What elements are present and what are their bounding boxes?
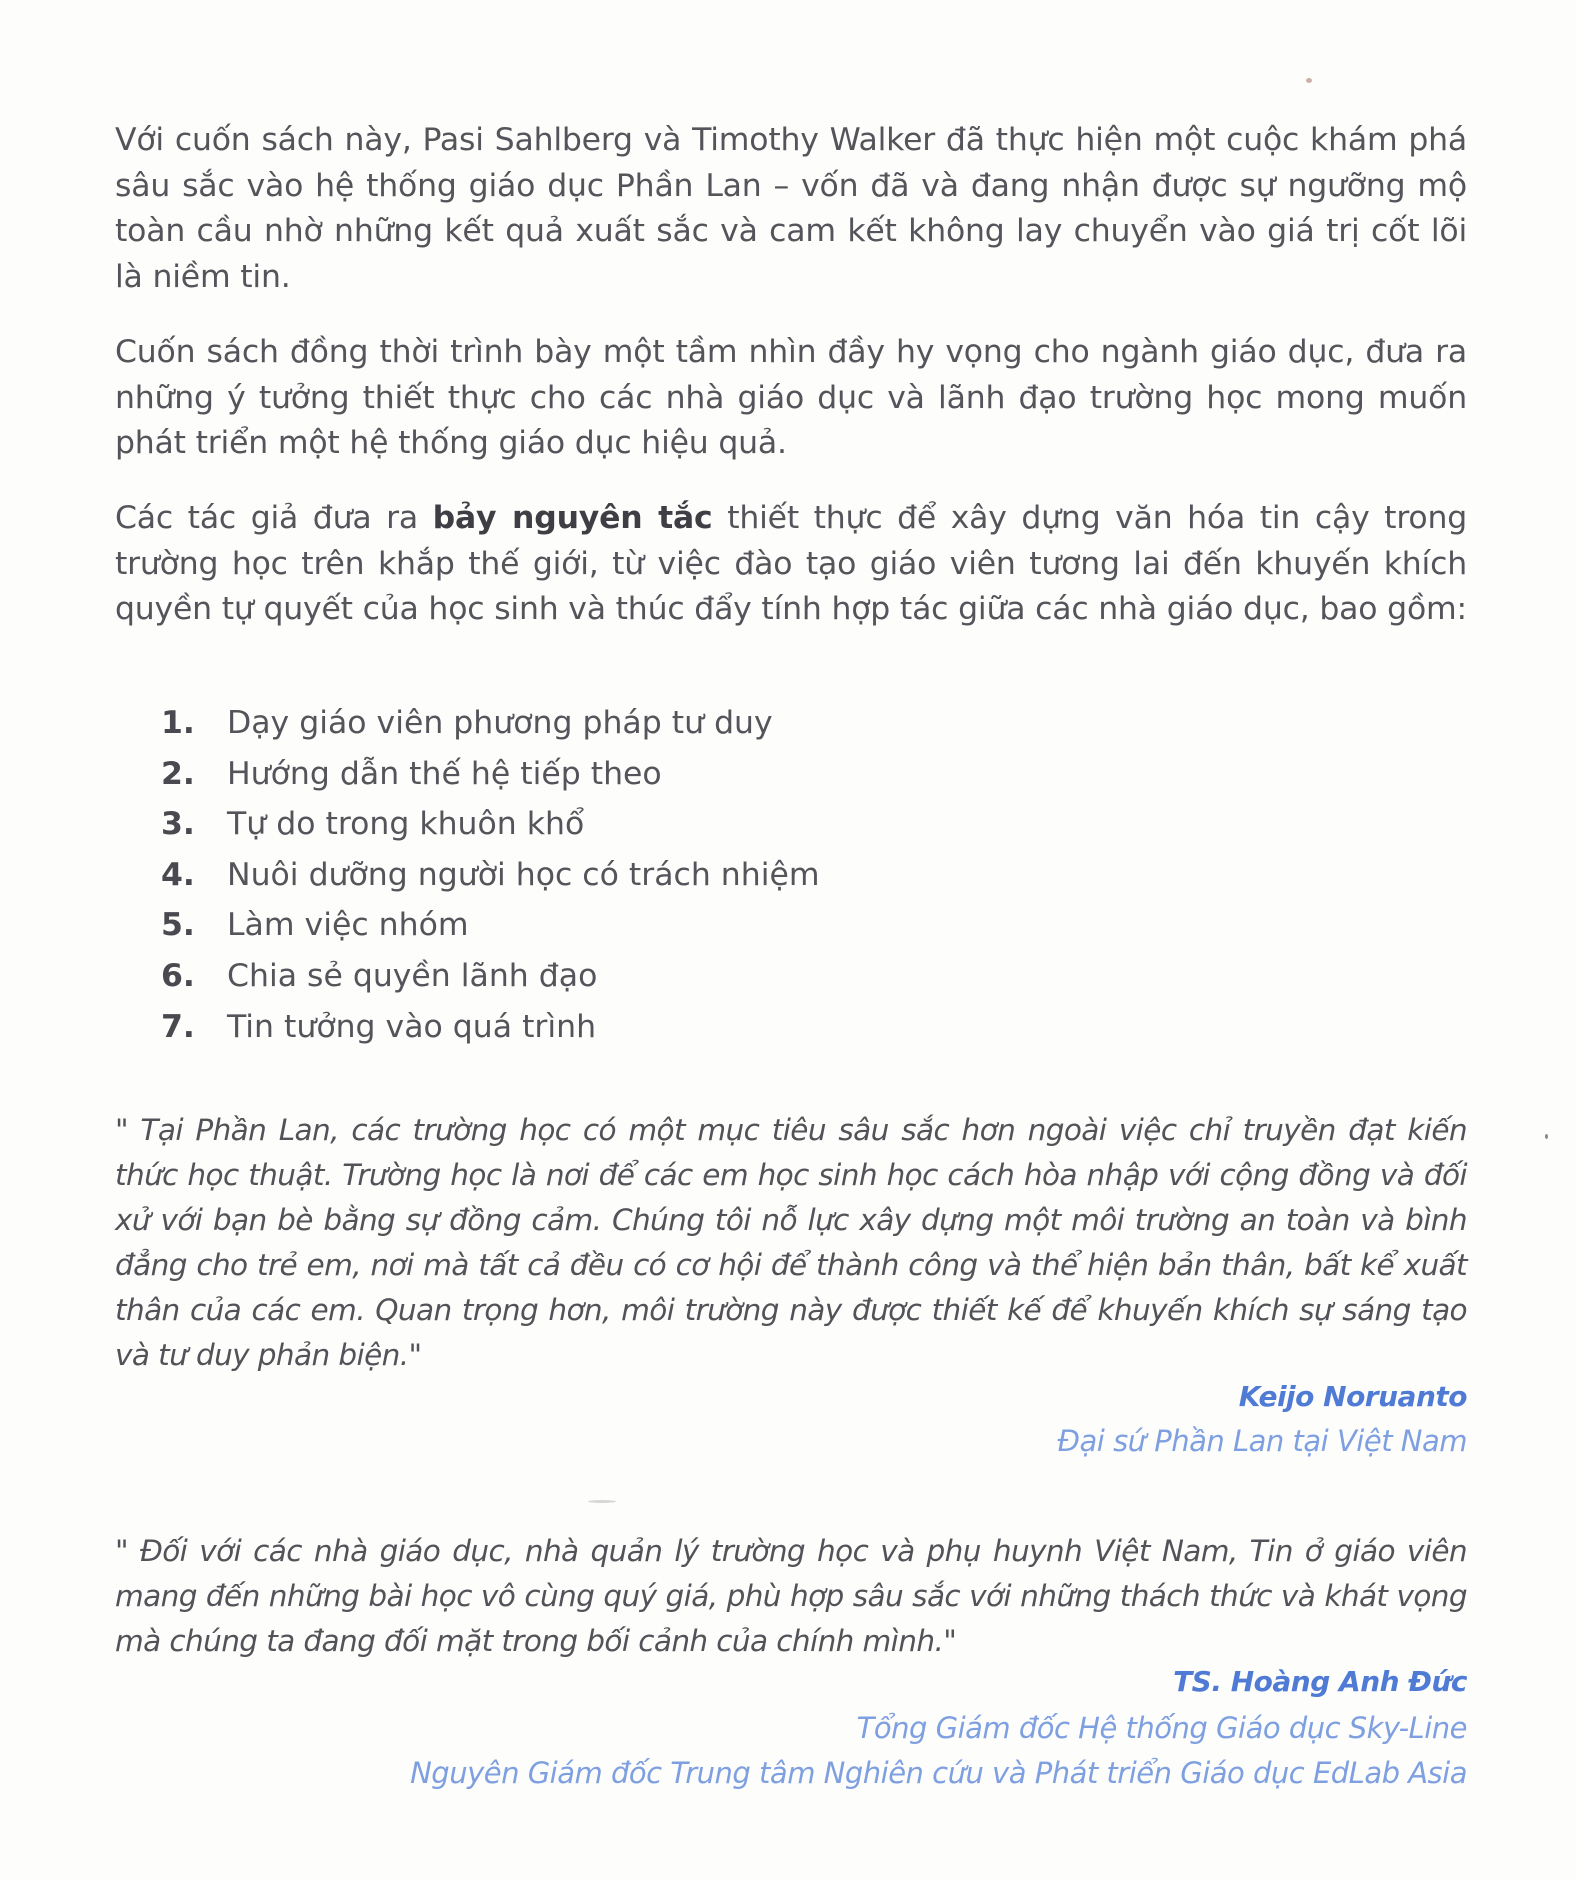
list-number: 5. xyxy=(161,907,195,944)
list-item xyxy=(161,749,820,800)
list-number: 6. xyxy=(161,957,195,994)
p3-lead: Các tác giả đưa ra xyxy=(115,500,433,536)
quote-director: " Đối với các nhà giáo dục, nhà quản lý trường học và phụ huynh Việt Nam, Tin ở giáo viên mang đến những bài học vô cùng quý giá, phù hợp sâu sắc với những thách thức và khát vọng mà chúng ta đang đối mặt trong bối cảnh của chính mình." xyxy=(115,1534,1467,1658)
list-number: 3. xyxy=(161,806,195,843)
list-item xyxy=(161,951,820,1002)
paper-speck xyxy=(588,1500,616,1503)
quote-ambassador: " Tại Phần Lan, các trường học có một mục tiêu sâu sắc hơn ngoài việc chỉ truyền đạt kiến thức học thuật. Trường học là nơi để các em học sinh học cách hòa nhập với cộng đồng và đối xử với bạn bè bằng sự đồng cảm. Chúng tôi nỗ lực xây dựng một môi trường an toàn và bình đẳng cho trẻ em, nơi mà tất cả đều có cơ hội để thành công và thể hiện bản thân, bất kể xuất thân của các em. Quan trọng hơn, môi trường này được thiết kế để khuyến khích sự sáng tạo và tư duy phản biện." xyxy=(115,1113,1467,1372)
list-text: Chia sẻ quyền lãnh đạo xyxy=(227,957,598,994)
list-number: 7. xyxy=(161,1008,195,1045)
p3-bold-phrase: bảy nguyên tắc xyxy=(432,500,713,536)
quote-2-role-1: Tổng Giám đốc Hệ thống Giáo dục Sky-Line xyxy=(856,1711,1467,1745)
list-text: Nuôi dưỡng người học có trách nhiệm xyxy=(227,856,820,893)
list-text: Tự do trong khuôn khổ xyxy=(227,806,585,843)
quote-1-author: Keijo Noruanto xyxy=(1238,1380,1467,1413)
quote-2-author: TS. Hoàng Anh Đức xyxy=(1173,1665,1467,1698)
intro-paragraph-3 xyxy=(115,496,1467,633)
p3-tail: thiết thực để xây dựng văn hóa tin cậy trong trường học trên khắp thế giới, từ việc đào tạo giáo viên tương lai đến khuyến khích quyền tự quyết của học sinh và thúc đẩy tính hợp tác giữa các nhà giáo dục, bao gồm: xyxy=(115,500,1468,627)
list-text: Dạy giáo viên phương pháp tư duy xyxy=(227,705,773,741)
list-item xyxy=(161,900,820,951)
list-item xyxy=(161,1002,820,1053)
list-text: Làm việc nhóm xyxy=(227,907,469,944)
intro-paragraph-2: Cuốn sách đồng thời trình bày một tầm nhìn đầy hy vọng cho ngành giáo dục, đưa ra những ý tưởng thiết thực cho các nhà giáo dục và lãnh đạo trường học mong muốn phát triển một hệ thống giáo dục hiệu quả. xyxy=(115,334,1467,461)
list-text: Tin tưởng vào quá trình xyxy=(227,1008,597,1045)
quote-1-role: Đại sứ Phần Lan tại Việt Nam xyxy=(1057,1424,1467,1458)
list-item xyxy=(161,850,820,901)
intro-paragraph-1: Với cuốn sách này, Pasi Sahlberg và Timothy Walker đã thực hiện một cuộc khám phá sâu sắc vào hệ thống giáo dục Phần Lan – vốn đã và đang nhận được sự ngưỡng mộ toàn cầu nhờ những kết quả xuất sắc và cam kết không lay chuyển vào giá trị cốt lõi là niềm tin. xyxy=(115,122,1467,295)
paper-speck xyxy=(1545,1134,1548,1139)
list-number: 1. xyxy=(161,705,195,741)
list-text: Hướng dẫn thế hệ tiếp theo xyxy=(227,755,662,792)
principles-list xyxy=(161,698,820,1052)
paper-speck xyxy=(1306,78,1312,83)
list-item xyxy=(161,799,820,850)
list-number: 4. xyxy=(161,856,195,893)
list-number: 2. xyxy=(161,755,195,792)
book-back-cover-text xyxy=(115,118,1467,1858)
quote-2-role-2: Nguyên Giám đốc Trung tâm Nghiên cứu và Phát triển Giáo dục EdLab Asia xyxy=(410,1756,1467,1790)
list-item xyxy=(161,698,820,749)
